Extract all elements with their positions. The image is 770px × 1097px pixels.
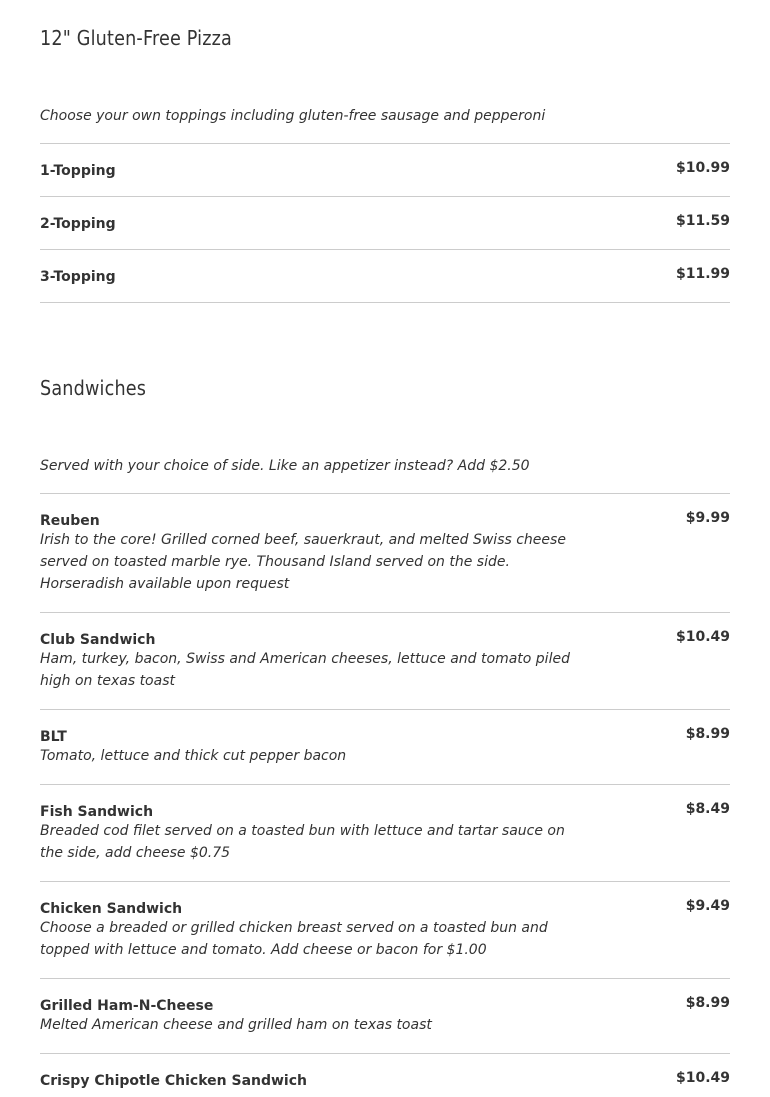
item-name: Reuben [40, 513, 100, 529]
menu-item[interactable] [40, 510, 730, 595]
item-price: $9.49 [685, 898, 730, 914]
menu-item[interactable] [40, 898, 730, 961]
divider [40, 249, 730, 250]
item-price: $10.49 [675, 629, 730, 645]
item-price: $8.49 [685, 801, 730, 817]
item-name: Club Sandwich [40, 632, 156, 648]
item-name: 3-Topping [40, 269, 116, 285]
menu-item[interactable] [40, 629, 730, 692]
item-description: Melted American cheese and grilled ham on texas toast [40, 1017, 432, 1033]
item-price: $10.99 [675, 160, 730, 176]
divider [40, 612, 730, 613]
menu-item[interactable] [40, 801, 730, 864]
divider [40, 709, 730, 710]
item-description: Tomato, lettuce and thick cut pepper bacon [40, 748, 347, 764]
item-name: BLT [40, 729, 67, 745]
item-name: Grilled Ham-N-Cheese [40, 998, 214, 1014]
section-description: Choose your own toppings including gluten-free sausage and pepperoni [40, 108, 546, 124]
item-name: 2-Topping [40, 216, 116, 232]
item-name: Crispy Chipotle Chicken Sandwich [40, 1073, 307, 1089]
divider [40, 784, 730, 785]
item-description: Ham, turkey, bacon, Swiss and American cheeses, lettuce and tomato piled high on texas toast [40, 651, 570, 689]
item-description: Choose a breaded or grilled chicken breast served on a toasted bun and topped with lettuce and tomato. Add cheese or bacon for $1.00 [40, 920, 548, 958]
item-price: $10.49 [675, 1070, 730, 1086]
menu-item[interactable] [40, 213, 730, 232]
menu-item[interactable] [40, 1070, 730, 1089]
section-title: Sandwiches [40, 376, 147, 400]
item-price: $11.99 [675, 266, 730, 282]
menu-item[interactable] [40, 266, 730, 285]
item-description: Breaded cod filet served on a toasted bun with lettuce and tartar sauce on the side, add cheese $0.75 [40, 823, 565, 861]
menu-item[interactable] [40, 160, 730, 179]
divider [40, 978, 730, 979]
menu-item[interactable] [40, 995, 730, 1036]
section-title: 12" Gluten-Free Pizza [40, 26, 233, 50]
divider [40, 143, 730, 144]
divider [40, 196, 730, 197]
item-description: Irish to the core! Grilled corned beef, sauerkraut, and melted Swiss cheese served on toasted marble rye. Thousand Island served on the side. Horseradish available upon request [40, 532, 566, 592]
item-price: $9.99 [685, 510, 730, 526]
item-name: Chicken Sandwich [40, 901, 183, 917]
section-description: Served with your choice of side. Like an appetizer instead? Add $2.50 [40, 458, 530, 474]
divider [40, 302, 730, 303]
item-price: $8.99 [685, 726, 730, 742]
menu-item[interactable] [40, 726, 730, 767]
divider [40, 1053, 730, 1054]
item-price: $8.99 [685, 995, 730, 1011]
divider [40, 493, 730, 494]
divider [40, 881, 730, 882]
item-price: $11.59 [675, 213, 730, 229]
item-name: 1-Topping [40, 163, 116, 179]
item-name: Fish Sandwich [40, 804, 154, 820]
